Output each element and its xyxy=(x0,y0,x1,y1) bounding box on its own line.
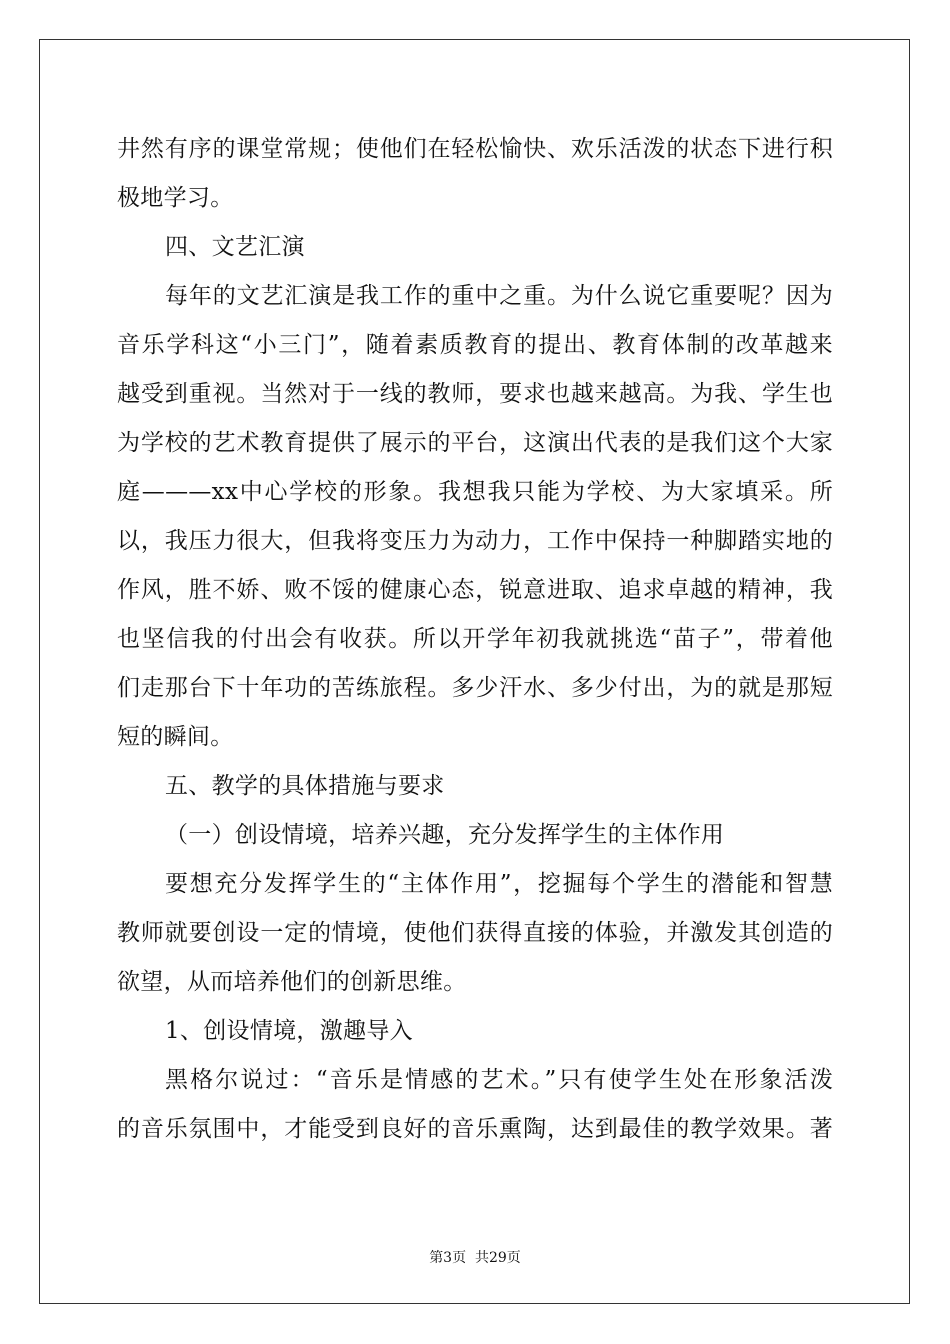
subsection-heading: （一）创设情境，培养兴趣，充分发挥学生的主体作用 xyxy=(165,822,725,848)
paragraph-line: 黑格尔说过：“音乐是情感的艺术。”只有使学生处在形象活泼 xyxy=(165,1067,833,1093)
paragraph-line: 要想充分发挥学生的“主体作用”，挖掘每个学生的潜能和智慧 xyxy=(165,871,833,897)
paragraph-line: 每年的文艺汇演是我工作的重中之重。为什么说它重要呢？因为 xyxy=(165,283,833,309)
paragraph-line: 欲望，从而培养他们的创新思维。 xyxy=(117,969,467,995)
paragraph-line: 为学校的艺术教育提供了展示的平台，这演出代表的是我们这个大家 xyxy=(117,430,833,456)
paragraph-line: 短的瞬间。 xyxy=(117,724,234,750)
paragraph-line: 作风，胜不娇、败不馁的健康心态，锐意进取、追求卓越的精神，我 xyxy=(117,577,833,603)
paragraph-line: 的音乐氛围中，才能受到良好的音乐熏陶，达到最佳的教学效果。著 xyxy=(117,1116,833,1142)
paragraph-line: 庭———xx中心学校的形象。我想我只能为学校、为大家填采。所 xyxy=(117,479,833,505)
paragraph-line: 也坚信我的付出会有收获。所以开学年初我就挑选“苗子”，带着他 xyxy=(117,626,833,652)
paragraph-line: 井然有序的课堂常规；使他们在轻松愉快、欢乐活泼的状态下进行积 xyxy=(117,136,833,162)
document-body xyxy=(117,125,833,1154)
paragraph-line: 以，我压力很大，但我将变压力为动力，工作中保持一种脚踏实地的 xyxy=(117,528,833,554)
section-heading: 五、教学的具体措施与要求 xyxy=(165,773,445,799)
paragraph-line: 越受到重视。当然对于一线的教师，要求也越来越高。为我、学生也 xyxy=(117,381,833,407)
page-number-footer: 第3页 共29页 xyxy=(429,1250,521,1266)
subsection-heading: 1、创设情境，激趣导入 xyxy=(165,1018,413,1044)
paragraph-line: 教师就要创设一定的情境，使他们获得直接的体验，并激发其创造的 xyxy=(117,920,833,946)
paragraph-line: 音乐学科这“小三门”，随着素质教育的提出、教育体制的改革越来 xyxy=(117,332,833,358)
paragraph-line: 们走那台下十年功的苦练旅程。多少汗水、多少付出，为的就是那短 xyxy=(117,675,833,701)
section-heading: 四、文艺汇演 xyxy=(165,234,305,260)
paragraph-line: 极地学习。 xyxy=(117,185,234,211)
